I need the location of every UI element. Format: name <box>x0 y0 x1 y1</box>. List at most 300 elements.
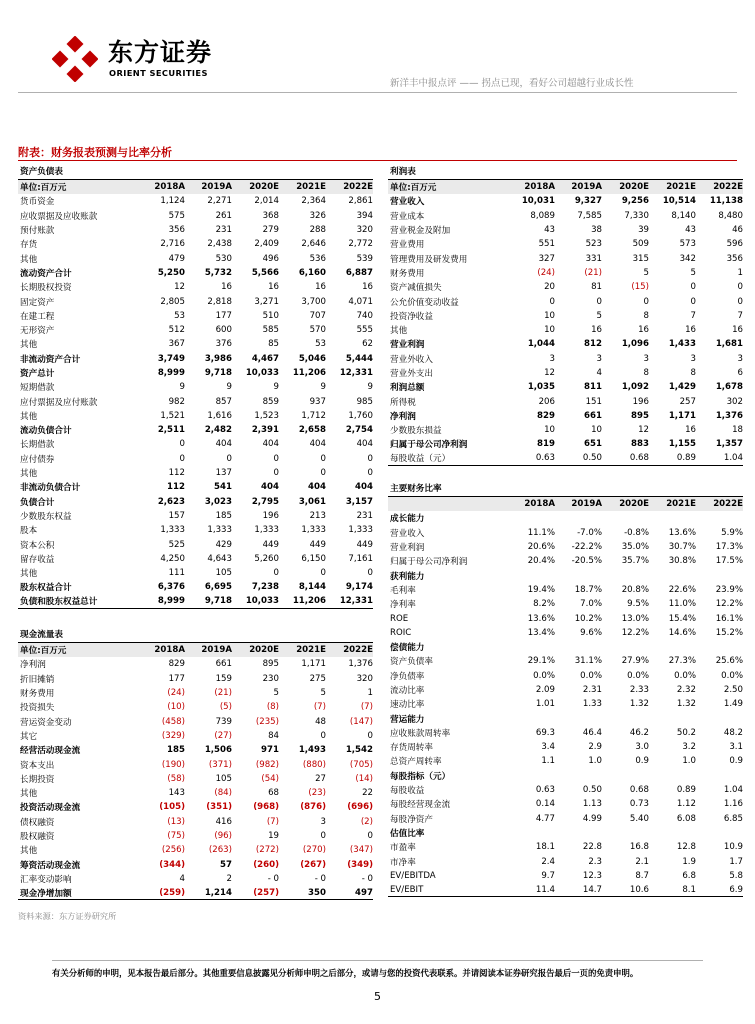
cell-value: 30.7% <box>668 542 696 553</box>
cell-value: 0.0% <box>580 670 602 681</box>
cell-value: 394 <box>356 210 373 221</box>
table-row <box>18 480 373 494</box>
cell-value: 449 <box>356 539 373 550</box>
row-label: 每股经营现金流 <box>390 800 451 811</box>
cell-value: 0 <box>737 282 743 293</box>
cell-value: 8 <box>690 368 696 378</box>
cell-value: 7,585 <box>577 210 602 221</box>
cell-value: 1.1 <box>541 756 555 767</box>
cell-value: 3 <box>320 816 326 827</box>
cell-value: 1,376 <box>348 659 373 670</box>
cell-value: 143 <box>168 788 185 799</box>
cell-value: (235) <box>255 716 279 727</box>
cell-value: 2,772 <box>348 239 373 250</box>
cell-value: 12,331 <box>339 596 373 607</box>
row-label: 长期借款 <box>20 440 55 451</box>
cell-value: (2) <box>360 816 373 827</box>
cell-value: 573 <box>679 239 696 250</box>
cell-value: 707 <box>309 310 326 321</box>
cell-value: 376 <box>215 339 232 350</box>
cell-value: 57 <box>220 859 232 870</box>
table-row <box>18 566 373 580</box>
row-label: 获利能力 <box>390 571 425 582</box>
row-label: 筹资活动现金流 <box>20 860 81 871</box>
cell-value: 1,333 <box>207 525 232 536</box>
cell-value: 6.9 <box>729 884 743 895</box>
cell-value: 5 <box>596 310 602 321</box>
cell-value: 0 <box>179 439 185 450</box>
cell-value: 0.50 <box>582 785 602 796</box>
cell-value: 3 <box>737 353 743 364</box>
table-row <box>388 294 743 308</box>
table-header-row <box>388 180 743 194</box>
cell-value: 0 <box>273 468 279 479</box>
cell-value: 4.99 <box>582 813 602 824</box>
cell-value: 53 <box>315 339 326 350</box>
cell-value: 2,271 <box>207 196 232 207</box>
cell-value: 10 <box>544 310 555 321</box>
cell-value: 302 <box>726 396 743 407</box>
row-label: 营业税金及附加 <box>390 226 451 237</box>
cell-value: 257 <box>679 396 696 407</box>
cell-value: 6,160 <box>298 267 326 278</box>
table-row <box>388 654 743 668</box>
table-row <box>388 540 743 554</box>
cell-value: 2,861 <box>348 196 373 207</box>
row-label: ROIC <box>390 627 412 638</box>
cell-value: 2,014 <box>254 196 279 207</box>
year-header: 2020E <box>619 499 649 510</box>
cell-value: 68 <box>268 788 279 799</box>
table-row <box>18 466 373 480</box>
cell-value: 1.9 <box>682 856 696 867</box>
cell-value: 7 <box>737 310 743 321</box>
row-label: 营运资金变动 <box>20 717 72 728</box>
cell-value: 3 <box>643 353 649 364</box>
cell-value: 4,643 <box>207 553 232 564</box>
cell-value: 1.32 <box>629 699 649 710</box>
cell-value: 811 <box>584 382 602 393</box>
cell-value: 3 <box>549 353 555 364</box>
cell-value: 551 <box>538 239 555 250</box>
cell-value: 1,171 <box>668 410 696 421</box>
cell-value: 16 <box>732 325 743 336</box>
table-row <box>388 597 743 611</box>
table-row <box>388 554 743 568</box>
cell-value: 479 <box>168 253 185 264</box>
cell-value: 35.7% <box>621 556 649 567</box>
cell-value: 1,171 <box>301 659 326 670</box>
row-label: 速动比率 <box>390 700 425 711</box>
cell-value: 19 <box>268 831 279 841</box>
cell-value: 4 <box>179 873 185 884</box>
financial-ratios-table <box>388 482 743 897</box>
cell-value: 320 <box>356 225 373 236</box>
cell-value: 404 <box>309 439 326 450</box>
cell-value: 8,999 <box>157 368 185 378</box>
cell-value: 5,046 <box>298 353 326 364</box>
cell-value: 0.0% <box>674 670 696 681</box>
cell-value: 38 <box>591 225 602 236</box>
cell-value: 23.9% <box>715 584 743 595</box>
cell-value: 16 <box>685 325 696 336</box>
cell-value: 111 <box>168 568 185 579</box>
table-row <box>388 754 743 768</box>
cell-value: 16.1% <box>715 613 743 624</box>
cell-value: (458) <box>161 716 185 727</box>
row-label: 资产减值损失 <box>390 283 442 294</box>
table-row <box>388 209 743 223</box>
table-row <box>388 883 743 897</box>
cell-value: 3.0 <box>635 742 649 753</box>
cell-value: 6,887 <box>345 267 373 278</box>
row-label: 总资产周转率 <box>390 757 442 768</box>
year-header: 2021E <box>666 182 696 193</box>
cell-value: 5,260 <box>254 553 279 564</box>
cell-value: 9 <box>320 382 326 393</box>
row-label: 其他 <box>20 846 38 857</box>
cell-value: 2.31 <box>582 685 602 695</box>
table-row <box>18 394 373 408</box>
cell-value: 9 <box>273 382 279 393</box>
cell-value: 13.4% <box>527 627 555 638</box>
cell-value: 327 <box>538 253 555 264</box>
cell-value: 895 <box>262 659 279 670</box>
row-label: 应收票据及应收账款 <box>20 211 98 222</box>
cell-value: 1.16 <box>723 799 743 810</box>
cell-value: 895 <box>631 410 649 421</box>
year-header: 2019A <box>201 645 232 656</box>
cell-value: 2.3 <box>588 856 602 867</box>
cell-value: 8.2% <box>533 599 555 610</box>
cell-value: 1,712 <box>301 410 326 421</box>
cell-value: (349) <box>347 859 373 870</box>
cell-value: 13.0% <box>621 613 649 624</box>
cell-value: 429 <box>215 539 232 550</box>
row-label: 其他 <box>20 469 38 480</box>
cell-value: 16 <box>362 282 373 293</box>
row-label: 长期投资 <box>20 774 55 785</box>
cell-value: 9,327 <box>574 196 602 207</box>
cell-value: (14) <box>355 773 373 784</box>
cell-value: 2,658 <box>298 425 326 436</box>
table-row <box>388 726 743 740</box>
table-row <box>18 857 373 871</box>
table-row <box>18 409 373 423</box>
cell-value: 2,438 <box>207 239 232 250</box>
cell-value: 3,749 <box>157 353 185 364</box>
table-row <box>388 583 743 597</box>
table-row <box>18 337 373 351</box>
cell-value: 29.1% <box>527 656 555 667</box>
cell-value: 1.49 <box>723 699 743 710</box>
cell-value: 10,033 <box>245 368 279 378</box>
table-row <box>18 786 373 800</box>
cell-value: 1,333 <box>348 525 373 536</box>
row-label: 归属于母公司净利润 <box>390 440 468 451</box>
cell-value: -7.0% <box>577 527 602 538</box>
table-row <box>18 251 373 265</box>
cell-value: 541 <box>214 482 232 493</box>
row-label: 无形资产 <box>20 326 55 337</box>
cell-value: 196 <box>632 396 649 407</box>
table-row <box>388 352 743 366</box>
row-label: 存货 <box>20 240 38 251</box>
cell-value: 9,174 <box>345 582 373 593</box>
cell-value: 22.8 <box>582 842 602 853</box>
row-label: 债权融资 <box>20 817 55 828</box>
table-row <box>388 568 743 582</box>
year-header: 2020E <box>249 645 279 656</box>
cell-value: (7) <box>266 816 279 827</box>
cell-value: 15.2% <box>715 627 743 638</box>
cell-value: 9.7 <box>541 870 555 881</box>
cell-value: 5 <box>690 267 696 278</box>
cell-value: 6.85 <box>723 813 743 824</box>
cell-value: (5) <box>219 702 232 713</box>
row-label: 流动比率 <box>390 686 425 696</box>
cell-value: 12 <box>544 368 555 378</box>
cell-value: (263) <box>208 845 232 856</box>
row-label: 营业利润 <box>390 543 425 554</box>
table-row <box>388 380 743 394</box>
cell-value: 105 <box>215 568 232 579</box>
cell-value: 10,031 <box>521 196 555 207</box>
cell-value: 0 <box>737 296 743 307</box>
cell-value: 739 <box>215 716 232 727</box>
row-label: 管理费用及研发费用 <box>390 254 468 265</box>
cell-value: 16 <box>221 282 232 293</box>
table-row <box>18 552 373 566</box>
cell-value: 16 <box>685 425 696 436</box>
row-label: 公允价值变动收益 <box>390 297 459 308</box>
table-row <box>18 209 373 223</box>
cell-value: 10 <box>544 425 555 436</box>
table-row <box>388 337 743 351</box>
cell-value: 525 <box>168 539 185 550</box>
cell-value: 50.2 <box>676 727 696 738</box>
cell-value: 404 <box>215 439 232 450</box>
row-label: 毛利率 <box>390 585 416 596</box>
row-label: 存货周转率 <box>390 743 433 754</box>
table-row <box>18 886 373 900</box>
row-label: 偿债能力 <box>390 643 425 654</box>
cell-value: 13.6% <box>527 613 555 624</box>
cell-value: 6.8 <box>682 870 696 881</box>
cell-value: 367 <box>168 339 185 350</box>
row-label: 营业收入 <box>390 528 425 539</box>
table-row <box>388 812 743 826</box>
year-header: 2021E <box>296 182 326 193</box>
table-row <box>18 523 373 537</box>
table-row <box>388 437 743 451</box>
cell-value: 523 <box>585 239 602 250</box>
table-row <box>18 757 373 771</box>
table-row <box>18 294 373 308</box>
cell-value: 0.63 <box>535 785 555 796</box>
table-row <box>388 309 743 323</box>
table-row <box>388 783 743 797</box>
cell-value: 10.9 <box>723 842 743 853</box>
cell-value: (190) <box>161 759 185 770</box>
cell-value: 62 <box>362 339 373 350</box>
cell-value: 35.0% <box>621 542 649 553</box>
row-label: 资产总计 <box>20 369 55 379</box>
table-row <box>18 537 373 551</box>
cell-value: 1,760 <box>348 410 373 421</box>
cell-value: 0 <box>367 568 373 579</box>
cell-value: 10,514 <box>662 196 696 207</box>
row-label: 现金净增加额 <box>20 888 72 899</box>
cell-value: 0.68 <box>629 453 649 464</box>
cell-value: 7 <box>690 310 696 321</box>
cell-value: 1,044 <box>527 339 555 350</box>
cell-value: 2.32 <box>676 685 696 695</box>
cell-value: 20.4% <box>527 556 555 567</box>
cell-value: 819 <box>537 439 555 450</box>
row-label: 流动负债合计 <box>20 426 72 437</box>
table-row <box>18 452 373 466</box>
cell-value: 177 <box>215 310 232 321</box>
row-label: 净负债率 <box>390 671 425 682</box>
cell-value: 496 <box>262 253 279 264</box>
row-label: 负债和股东权益总计 <box>20 597 98 608</box>
cell-value: 3 <box>596 353 602 364</box>
cell-value: 9 <box>179 382 185 393</box>
cell-value: 0.50 <box>582 453 602 464</box>
cell-value: 1.04 <box>723 453 743 464</box>
cell-value: 0 <box>320 568 326 579</box>
cell-value: 1,333 <box>254 525 279 536</box>
table-row <box>388 611 743 625</box>
cell-value: 1,092 <box>621 382 649 393</box>
table-row <box>388 526 743 540</box>
table-row <box>388 840 743 854</box>
footer-divider <box>52 960 703 961</box>
table-row <box>388 266 743 280</box>
cell-value: 69.3 <box>535 727 555 738</box>
row-label: 每股指标（元） <box>390 771 451 782</box>
cell-value: 320 <box>356 673 373 684</box>
cell-value: 596 <box>726 239 743 250</box>
cell-value: 14.6% <box>668 627 696 638</box>
cell-value: 213 <box>309 510 326 521</box>
cell-value: 12.3 <box>582 870 602 881</box>
cell-value: 288 <box>309 225 326 236</box>
cell-value: 2.4 <box>541 856 555 867</box>
cell-value: (260) <box>253 859 279 870</box>
cell-value: (147) <box>349 716 373 727</box>
cell-value: 12.2% <box>715 599 743 610</box>
cell-value: 0.9 <box>729 756 743 767</box>
cell-value: 1,523 <box>254 410 279 421</box>
table-header-row <box>18 643 373 657</box>
cell-value: 17.3% <box>715 542 743 553</box>
cell-value: 651 <box>584 439 602 450</box>
cell-value: 27.3% <box>668 656 696 667</box>
table-row <box>388 683 743 697</box>
cell-value: 4 <box>596 368 602 378</box>
cell-value: 3.1 <box>729 742 743 753</box>
table-row <box>388 769 743 783</box>
year-header: 2019A <box>571 182 602 193</box>
cell-value: 3,700 <box>301 296 326 307</box>
cell-value: 9 <box>367 382 373 393</box>
table-row <box>18 743 373 757</box>
cell-value: (21) <box>214 688 232 699</box>
row-label: 净利润 <box>20 660 46 671</box>
cell-value: (105) <box>159 802 185 813</box>
year-header: 2022E <box>713 499 743 510</box>
cell-value: 18.1 <box>535 842 555 853</box>
cell-value: 575 <box>168 210 185 221</box>
cell-value: 0 <box>320 730 326 741</box>
cell-value: 22 <box>362 788 373 799</box>
cell-value: 16 <box>268 282 279 293</box>
year-header: 2021E <box>296 645 326 656</box>
cell-value: 11,206 <box>292 596 326 607</box>
cell-value: 16 <box>638 325 649 336</box>
cell-value: 6,376 <box>157 582 185 593</box>
cell-value: 404 <box>261 482 279 493</box>
row-label: 股权融资 <box>20 832 55 842</box>
cell-value: 331 <box>585 253 602 264</box>
row-label: ROE <box>390 613 409 624</box>
table-row <box>388 237 743 251</box>
table-row <box>388 511 743 525</box>
cell-value: 8,144 <box>298 582 326 593</box>
table-row <box>18 772 373 786</box>
logo-text-cn: 东方证券 <box>108 38 213 67</box>
cell-value: 5 <box>643 267 649 278</box>
table-row <box>18 352 373 366</box>
cell-value: 112 <box>167 482 185 493</box>
cell-value: 4,250 <box>160 553 185 564</box>
cell-value: 30.8% <box>668 556 696 567</box>
cell-value: 48.2 <box>723 727 743 738</box>
cell-value: 2.9 <box>588 742 602 753</box>
cell-value: -0.8% <box>624 527 649 538</box>
row-label: 营业外收入 <box>390 354 433 365</box>
row-label: 营业成本 <box>390 211 425 222</box>
cell-value: 1,542 <box>345 745 373 756</box>
table-row <box>18 657 373 671</box>
cell-value: (267) <box>300 859 326 870</box>
cell-value: 14.7 <box>582 884 602 895</box>
cell-value: 416 <box>215 816 232 827</box>
cell-value: 404 <box>308 482 326 493</box>
cell-value: (7) <box>360 702 373 713</box>
table-row <box>388 251 743 265</box>
row-label: 经营活动现金流 <box>20 746 81 757</box>
table-row <box>18 580 373 594</box>
cell-value: 1.04 <box>723 785 743 796</box>
cell-value: 1.32 <box>676 699 696 710</box>
report-header-line: 新洋丰中报点评 —— 拐点已现，看好公司超越行业成长性 <box>390 78 634 89</box>
cell-value: 275 <box>309 673 326 684</box>
cell-value: (24) <box>167 688 185 699</box>
cell-value: 157 <box>168 510 185 521</box>
table-row <box>18 380 373 394</box>
cell-value: 8 <box>643 368 649 378</box>
cell-value: 368 <box>262 210 279 221</box>
cell-value: (257) <box>253 887 279 898</box>
cell-value: (371) <box>208 759 232 770</box>
cell-value: 0 <box>643 296 649 307</box>
table-row <box>18 495 373 509</box>
cell-value: 112 <box>168 468 185 479</box>
cell-value: 5.8 <box>729 870 743 881</box>
